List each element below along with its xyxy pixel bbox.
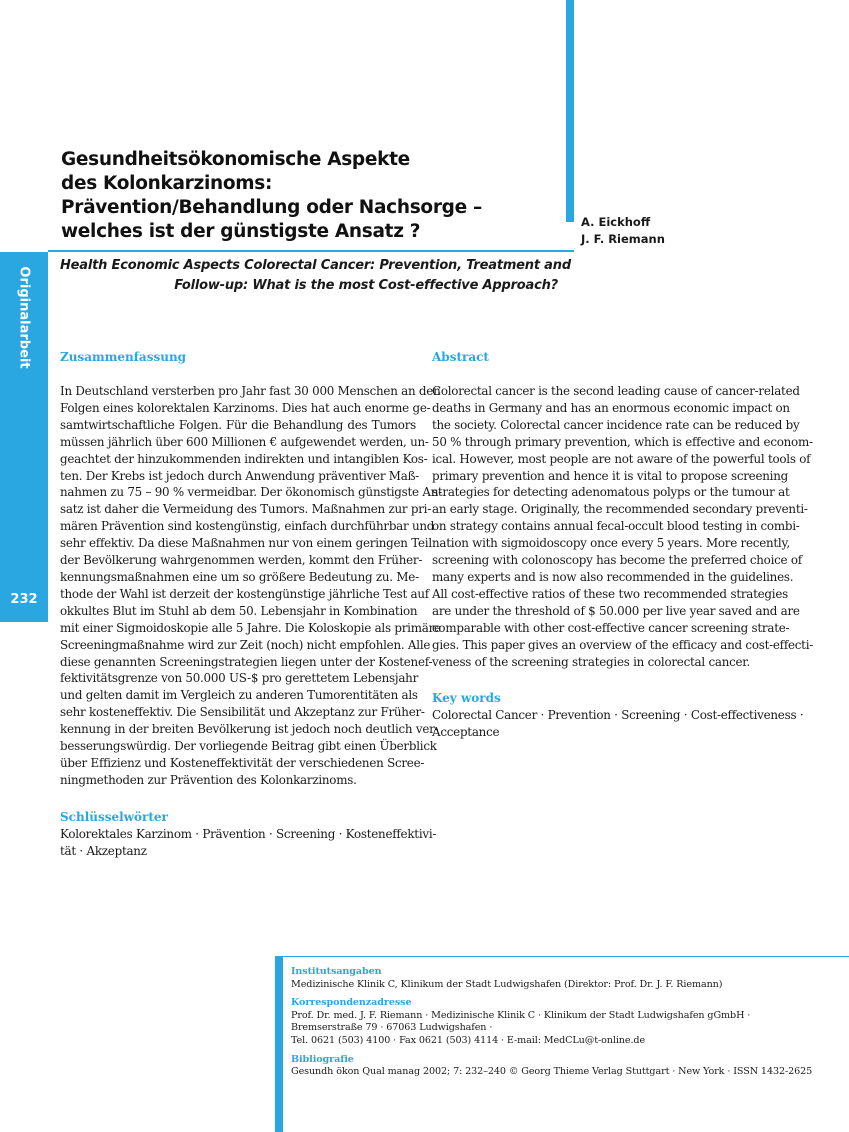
- text-line: müssen jährlich über 600 Millionen € aufgewendet werden, un-: [60, 434, 429, 449]
- text-line: 50 % through primary prevention, which is effective and econom-: [432, 434, 813, 449]
- text-line: kennung in der breiten Bevölkerung ist jedoch noch deutlich ver-: [60, 722, 439, 737]
- text-line: samtwirtschaftliche Folgen. Für die Behandlung des Tumors: [60, 417, 416, 432]
- text-line: mären Prävention sind kostengünstig, einfach durchführbar und: [60, 519, 435, 534]
- schluesselwoerter-heading: Schlüsselwörter: [60, 810, 168, 824]
- text-line: thode der Wahl ist derzeit der kostengünstige jährliche Test auf: [60, 586, 429, 601]
- korrespondenz-line: Prof. Dr. med. J. F. Riemann · Medizinische Klinik C · Klinikum der Stadt Ludwigshafen gGmbH ·: [291, 1009, 751, 1021]
- top-accent-bar: [566, 0, 574, 222]
- institut-label: Institutsangaben: [291, 966, 382, 977]
- text-line: All cost-effective ratios of these two recommended strategies: [432, 586, 788, 601]
- text-line: many experts and is now also recommended in the guidelines.: [432, 569, 794, 584]
- info-accent-bar: [275, 956, 283, 1132]
- schluesselwoerter-text: [60, 826, 437, 860]
- text-line: comparable with other cost-effective cancer screening strate-: [432, 620, 790, 635]
- text-line: ical. However, most people are not aware of the powerful tools of: [432, 451, 811, 466]
- text-line: ningmethoden zur Prävention des Kolonkarzinoms.: [60, 772, 357, 787]
- text-line: Colorectal cancer is the second leading cause of cancer-related: [432, 384, 800, 398]
- article-info-box: [291, 966, 841, 1079]
- english-title-line: Health Economic Aspects Colorectal Cancer: Prevention, Treatment and: [60, 258, 571, 273]
- article-title: [61, 148, 561, 244]
- text-line: the society. Colorectal cancer incidence rate can be reduced by: [432, 417, 800, 432]
- text-line: geachtet der hinzukommenden indirekten und intangiblen Kos-: [60, 451, 428, 466]
- text-line: der Bevölkerung wahrgenommen werden, kommt den Früher-: [60, 553, 423, 568]
- author: A. Eickhoff: [581, 215, 651, 229]
- text-line: Folgen eines kolorektalen Karzinoms. Dies hat auch enorme ge-: [60, 400, 431, 415]
- bibliografie-line: Gesundh ökon Qual manag 2002; 7: 232–240 © Georg Thieme Verlag Stuttgart · New York · ISSN 1432-2625: [291, 1066, 813, 1078]
- text-line: deaths in Germany and has an enormous economic impact on: [432, 400, 790, 415]
- english-title: [60, 256, 571, 296]
- text-line: strategies for detecting adenomatous polyps or the tumour at: [432, 485, 790, 500]
- korrespondenz-line: Bremserstraße 79 · 67063 Ludwigshafen ·: [291, 1022, 493, 1034]
- bibliografie-label: Bibliografie: [291, 1053, 354, 1065]
- key-words-text: [432, 707, 804, 741]
- text-line: sehr effektiv. Da diese Maßnahmen nur von einem geringen Teil: [60, 536, 432, 551]
- text-line: sehr kosteneffektiv. Die Sensibilität und Akzeptanz zur Früher-: [60, 705, 425, 720]
- english-title-line: Follow-up: What is the most Cost-effective Approach?: [174, 278, 558, 293]
- text-line: ten. Der Krebs ist jedoch durch Anwendung präventiver Maß-: [60, 468, 420, 483]
- title-rule: [48, 250, 574, 252]
- section-label: [0, 252, 48, 382]
- text-line: gies. This paper gives an overview of the efficacy and cost-effecti-: [432, 637, 814, 652]
- korrespondenz-line: Tel. 0621 (503) 4100 · Fax 0621 (503) 4114 · E-mail: MedCLu@t-online.de: [291, 1034, 646, 1046]
- text-line: an early stage. Originally, the recommended secondary preventi-: [432, 502, 808, 517]
- text-line: nahmen zu 75 – 90 % vermeidbar. Der ökonomisch günstigste An-: [60, 485, 442, 500]
- text-line: besserungswürdig. Der vorliegende Beitrag gibt einen Überblick: [60, 739, 437, 754]
- page-number: 232: [10, 592, 38, 607]
- text-line: Screeningmaßnahme wird zur Zeit (noch) nicht empfohlen. Alle: [60, 637, 431, 652]
- title-line: Prävention/Behandlung oder Nachsorge –: [61, 197, 482, 218]
- text-line: are under the threshold of $ 50.000 per live year saved and are: [432, 603, 800, 618]
- text-line: veness of the screening strategies in colorectal cancer.: [432, 654, 750, 669]
- author: J. F. Riemann: [581, 232, 665, 246]
- text-line: screening with colonoscopy has become the preferred choice of: [432, 553, 802, 568]
- text-line: diese genannten Screeningstrategien liegen unter der Kostenef-: [60, 654, 433, 669]
- text-line: fektivitätsgrenze von 50.000 US-$ pro gerettetem Lebensjahr: [60, 671, 419, 686]
- text-line: mit einer Sigmoidoskopie alle 5 Jahre. Die Koloskopie als primäre: [60, 620, 441, 635]
- korrespondenz-label: Korrespondenzadresse: [291, 997, 412, 1009]
- text-line: tät · Akzeptanz: [60, 843, 147, 858]
- zusammenfassung-heading: Zusammenfassung: [60, 350, 187, 364]
- text-line: und gelten damit im Vergleich zu anderen Tumorentitäten als: [60, 688, 418, 703]
- abstract-heading: Abstract: [432, 350, 489, 364]
- text-line: über Effizienz und Kosteneffektivität der verschiedenen Scree-: [60, 755, 425, 770]
- text-line: okkultes Blut im Stuhl ab dem 50. Lebensjahr in Kombination: [60, 603, 418, 618]
- text-line: Colorectal Cancer · Prevention · Screening · Cost-effectiveness ·: [432, 708, 804, 722]
- institut-line: Medizinische Klinik C, Klinikum der Stadt Ludwigshafen (Direktor: Prof. Dr. J. F. Riemann): [291, 978, 723, 990]
- text-line: Kolorektales Karzinom · Prävention · Screening · Kosteneffektivi-: [60, 827, 437, 841]
- zusammenfassung-text: [60, 383, 442, 789]
- title-line: Gesundheitsökonomische Aspekte: [61, 149, 410, 170]
- text-line: primary prevention and hence it is vital to propose screening: [432, 468, 788, 483]
- text-line: kennungsmaßnahmen eine um so größere Bedeutung zu. Me-: [60, 569, 419, 584]
- authors: [581, 214, 665, 248]
- text-line: Acceptance: [432, 724, 500, 739]
- text-line: nation with sigmoidoscopy once every 5 years. More recently,: [432, 536, 790, 551]
- key-words-heading: Key words: [432, 691, 501, 705]
- section-label-text: Originalarbeit: [16, 265, 32, 369]
- text-line: satz ist daher die Vermeidung des Tumors. Maßnahmen zur pri-: [60, 502, 431, 517]
- title-line: des Kolonkarzinoms:: [61, 173, 273, 194]
- info-rule: [283, 956, 849, 957]
- abstract-text: [432, 383, 814, 670]
- text-line: on strategy contains annual fecal-occult blood testing in combi-: [432, 519, 800, 534]
- text-line: In Deutschland versterben pro Jahr fast 30 000 Menschen an den: [60, 384, 441, 398]
- title-line: welches ist der günstigste Ansatz ?: [61, 221, 421, 242]
